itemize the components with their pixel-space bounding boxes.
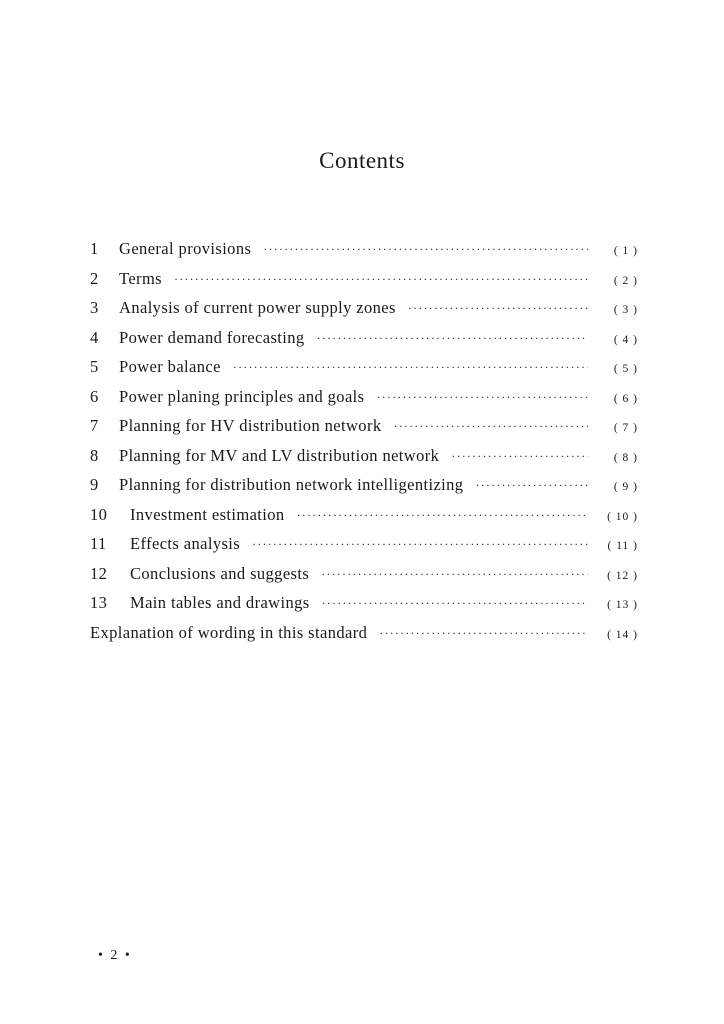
toc-entry-title: Main tables and drawings bbox=[130, 593, 310, 612]
toc-entry-page: ( 7 ) bbox=[613, 422, 638, 434]
toc-entry-8[interactable] bbox=[90, 446, 638, 476]
dot-leader bbox=[451, 449, 588, 464]
toc-entry-number: 6 bbox=[90, 386, 99, 406]
toc-entry-page: ( 13 ) bbox=[607, 599, 638, 611]
dot-leader bbox=[376, 390, 588, 405]
toc-entry-page: ( 9 ) bbox=[613, 481, 638, 493]
dot-leader bbox=[322, 596, 588, 611]
toc-entry-page: ( 14 ) bbox=[607, 628, 638, 641]
toc-entry-number: 12 bbox=[90, 563, 108, 583]
dot-leader bbox=[317, 331, 588, 346]
dot-leader bbox=[379, 626, 588, 641]
toc-entry-number: 5 bbox=[90, 357, 99, 376]
dot-leader bbox=[408, 301, 588, 316]
dot-leader bbox=[174, 272, 588, 287]
toc-entry-number: 1 bbox=[90, 239, 99, 258]
toc-entry-explanation[interactable] bbox=[90, 623, 638, 653]
toc-entry-page: ( 12 ) bbox=[607, 569, 638, 582]
toc-entry-title: Planning for MV and LV distribution network bbox=[119, 445, 440, 465]
toc-entry-3[interactable] bbox=[90, 298, 638, 328]
toc-entry-page: ( 3 ) bbox=[613, 304, 638, 316]
toc-entry-number: 9 bbox=[90, 475, 99, 494]
dot-leader bbox=[252, 537, 588, 552]
toc-entry-number: 8 bbox=[90, 445, 99, 465]
toc-entry-title: Planning for distribution network intelligentizing bbox=[119, 475, 464, 494]
toc-entry-number: 4 bbox=[90, 327, 99, 347]
toc-entry-title: Terms bbox=[119, 268, 163, 288]
toc-entry-1[interactable] bbox=[90, 239, 638, 269]
toc-entry-page: ( 1 ) bbox=[613, 245, 638, 257]
toc-entry-page: ( 5 ) bbox=[613, 363, 638, 375]
toc-entry-11[interactable] bbox=[90, 534, 638, 564]
toc-entry-number: 7 bbox=[90, 416, 99, 435]
dot-leader bbox=[297, 508, 588, 523]
toc-entry-13[interactable] bbox=[90, 593, 638, 623]
table-of-contents bbox=[90, 239, 638, 652]
toc-entry-4[interactable] bbox=[90, 328, 638, 358]
toc-entry-10[interactable] bbox=[90, 505, 638, 535]
toc-entry-page: ( 8 ) bbox=[613, 451, 638, 464]
dot-leader bbox=[394, 419, 589, 434]
toc-entry-page: ( 10 ) bbox=[607, 510, 638, 523]
toc-entry-title: General provisions bbox=[119, 239, 252, 258]
dot-leader bbox=[263, 242, 588, 257]
dot-leader bbox=[475, 478, 588, 493]
toc-entry-title: Power balance bbox=[119, 357, 221, 376]
page-number: • 2 • bbox=[98, 948, 132, 963]
toc-entry-title: Planning for HV distribution network bbox=[119, 416, 382, 435]
toc-entry-2[interactable] bbox=[90, 269, 638, 299]
toc-entry-7[interactable] bbox=[90, 416, 638, 446]
toc-entry-number: 11 bbox=[90, 534, 107, 553]
toc-entry-number: 3 bbox=[90, 298, 99, 317]
page-title: Contents bbox=[319, 148, 405, 173]
toc-entry-number: 2 bbox=[90, 268, 99, 288]
dot-leader bbox=[321, 567, 588, 582]
toc-entry-5[interactable] bbox=[90, 357, 638, 387]
toc-entry-title: Effects analysis bbox=[130, 534, 241, 553]
toc-entry-12[interactable] bbox=[90, 564, 638, 594]
toc-entry-title: Power demand forecasting bbox=[119, 327, 305, 347]
toc-entry-title: Explanation of wording in this standard bbox=[90, 622, 368, 642]
toc-entry-9[interactable] bbox=[90, 475, 638, 505]
toc-entry-number: 10 bbox=[90, 504, 108, 524]
toc-entry-number: 13 bbox=[90, 593, 108, 612]
toc-entry-title: Analysis of current power supply zones bbox=[119, 298, 396, 317]
toc-entry-page: ( 4 ) bbox=[613, 333, 638, 346]
toc-entry-page: ( 2 ) bbox=[613, 274, 638, 287]
toc-entry-6[interactable] bbox=[90, 387, 638, 417]
toc-entry-page: ( 11 ) bbox=[607, 540, 638, 552]
toc-entry-title: Power planing principles and goals bbox=[119, 386, 365, 406]
toc-entry-title: Investment estimation bbox=[130, 504, 285, 524]
toc-entry-title: Conclusions and suggests bbox=[130, 563, 310, 583]
dot-leader bbox=[233, 360, 588, 375]
toc-entry-page: ( 6 ) bbox=[613, 392, 638, 405]
